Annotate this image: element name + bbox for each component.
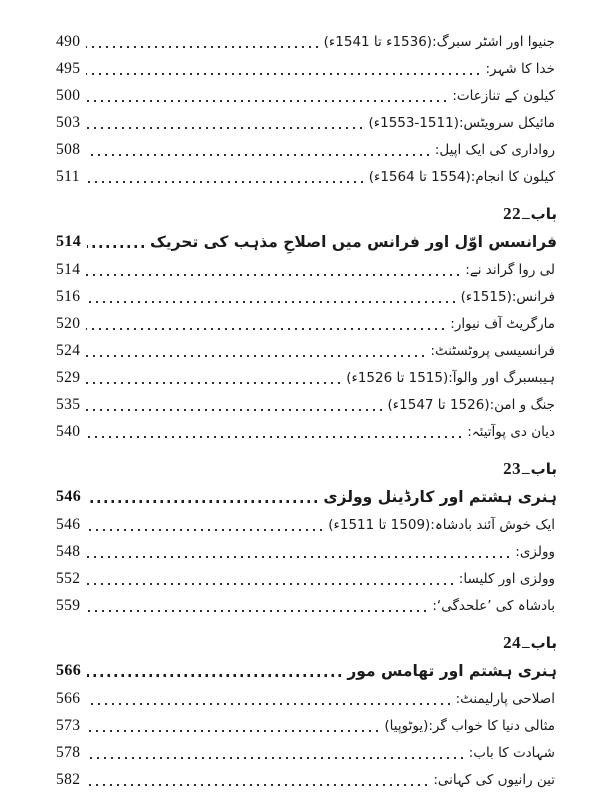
chapter-page-number: 566 (56, 661, 82, 679)
toc-entry-label: فرانسیسی پروٹسٹنٹ: (430, 342, 555, 359)
toc-entry-row (56, 55, 557, 82)
toc-entry-row (56, 337, 557, 364)
dot-leader (86, 730, 378, 732)
chapter-heading (56, 629, 557, 656)
toc-entry-label: وولزی: (515, 543, 555, 560)
toc-entry-page-number: 500 (56, 86, 81, 104)
toc-entry-label: جنیوا اور اشٹر سبرگ:(1536ء تا 1541ء) (323, 33, 555, 50)
toc-entry-page-number: 540 (56, 422, 81, 440)
toc-entry-row (56, 565, 557, 592)
chapter-heading (56, 200, 557, 227)
dot-leader (87, 500, 317, 502)
dot-leader (86, 73, 479, 75)
toc-entry-row (56, 28, 557, 55)
chapter-title-row (56, 227, 557, 256)
chapter-section-22 (56, 200, 557, 445)
toc-entry-label: وولزی اور کلیسا: (458, 570, 555, 587)
dot-leader (86, 46, 317, 48)
dot-leader (86, 100, 446, 102)
toc-entry-label: دیان دی پوآتیئہ: (467, 423, 555, 440)
dot-leader (86, 436, 461, 438)
toc-entry-row (56, 511, 557, 538)
chapter-separator: _ (522, 205, 530, 221)
chapter-number: 23 (503, 458, 522, 478)
toc-entry-label: جنگ و امن:(1526 تا 1547ء) (387, 396, 555, 413)
toc-entry-row (56, 283, 557, 310)
toc-entry-row (56, 163, 557, 190)
chapter-number: 22 (503, 203, 522, 223)
toc-entry-row (56, 766, 557, 793)
chapter-heading (56, 455, 557, 482)
toc-entry-label: اصلاحی پارلیمنٹ: (455, 690, 555, 707)
toc-entry-label: مائیکل سرویٹس:(1511-1553ء) (368, 114, 555, 131)
dot-leader (86, 355, 424, 357)
chapter-word: باب (530, 459, 557, 478)
dot-leader (86, 556, 509, 558)
toc-entry-page-number: 508 (56, 140, 81, 158)
toc-entry-row (56, 538, 557, 565)
toc-entry-label: خدا کا شہر: (485, 60, 555, 77)
dot-leader (86, 301, 454, 303)
dot-leader (86, 181, 363, 183)
dot-leader (86, 529, 322, 531)
toc-entry-page-number: 546 (56, 515, 81, 533)
toc-entry-row (56, 685, 557, 712)
dot-leader (87, 674, 341, 676)
toc-entry-page-number: 490 (56, 32, 81, 50)
dot-leader (86, 583, 452, 585)
dot-leader (86, 382, 340, 384)
chapter-word: باب (530, 633, 557, 652)
dot-leader (86, 127, 362, 129)
toc-entry-page-number: 535 (56, 395, 81, 413)
toc-entry-label: فرانس:(1515ء) (460, 288, 555, 305)
toc-entry-page-number: 503 (56, 113, 81, 131)
toc-entry-label: ہیبسبرگ اور والوآ:(1515 تا 1526ء) (346, 369, 555, 386)
toc-entry-label: بادشاہ کی ’علحدگی‘: (432, 597, 555, 614)
toc-entry-label: کیلون کا انجام:(1554 تا 1564ء) (368, 168, 555, 185)
toc-entry-page-number: 520 (56, 314, 81, 332)
toc-entry-page-number: 552 (56, 569, 81, 587)
chapter-page-number: 514 (56, 232, 82, 250)
chapter-title: فرانسس اوّل اور فرانس میں اصلاحِ مذہب کی تحریک (149, 232, 557, 251)
toc-entry-page-number: 578 (56, 743, 81, 761)
toc-entry-label: مثالی دنیا کا خواب گر:(یوٹوپیا) (384, 717, 555, 734)
toc-entry-label: کیلون کے تنازعات: (452, 87, 555, 104)
dot-leader (86, 409, 381, 411)
chapter-word: باب (530, 204, 557, 223)
chapter-title: ہنری ہشتم اور تھامس مور (347, 661, 557, 680)
toc-entry-row (56, 109, 557, 136)
chapter-section-23 (56, 455, 557, 619)
dot-leader (86, 757, 462, 759)
chapter-page-number: 546 (56, 487, 82, 505)
dot-leader (86, 784, 427, 786)
chapter-number: 24 (503, 632, 522, 652)
toc-entry-page-number: 559 (56, 596, 81, 614)
toc-entry-label: رواداری کی ایک اپیل: (434, 141, 555, 158)
toc-entry-page-number: 582 (56, 770, 81, 788)
toc-entry-page-number: 516 (56, 287, 81, 305)
toc-entry-page-number: 511 (56, 167, 80, 185)
dot-leader (86, 703, 449, 705)
dot-leader (86, 154, 428, 156)
toc-entry-page-number: 548 (56, 542, 81, 560)
toc-entry-row (56, 592, 557, 619)
dot-leader (86, 610, 426, 612)
toc-entry-label: ایک خوش آئند بادشاہ:(1509 تا 1511ء) (328, 516, 555, 533)
toc-entry-label: تین رانیوں کی کہانی: (433, 771, 555, 788)
toc-entry-page-number: 524 (56, 341, 81, 359)
toc-entry-page-number: 573 (56, 716, 81, 734)
toc-entry-page-number: 529 (56, 368, 81, 386)
toc-entry-page-number: 495 (56, 59, 81, 77)
dot-leader (86, 274, 459, 276)
toc-entry-row (56, 418, 557, 445)
toc-entry-label: مارگریٹ آف نیوار: (450, 315, 555, 332)
chapter-section-24 (56, 629, 557, 793)
toc-entry-label: لی روا گراند نے: (465, 261, 555, 278)
toc-entry-row (56, 391, 557, 418)
toc-entry-row (56, 712, 557, 739)
dot-leader (87, 245, 144, 247)
chapter-title: ہنری ہشتم اور کارڈینل وولزی (323, 487, 557, 506)
toc-entry-row (56, 136, 557, 163)
chapter-separator: _ (522, 460, 530, 476)
toc-entry-page-number: 514 (56, 260, 81, 278)
chapter-title-row (56, 482, 557, 511)
chapter-title-row (56, 656, 557, 685)
toc-section-intro (56, 28, 557, 190)
toc-list (56, 28, 557, 793)
toc-entry-row (56, 256, 557, 283)
toc-entry-row (56, 364, 557, 391)
chapter-separator: _ (522, 634, 530, 650)
dot-leader (86, 328, 444, 330)
toc-entry-row (56, 310, 557, 337)
toc-entry-page-number: 566 (56, 689, 81, 707)
toc-entry-row (56, 739, 557, 766)
toc-entry-row (56, 82, 557, 109)
toc-entry-label: شہادت کا باب: (468, 744, 555, 761)
